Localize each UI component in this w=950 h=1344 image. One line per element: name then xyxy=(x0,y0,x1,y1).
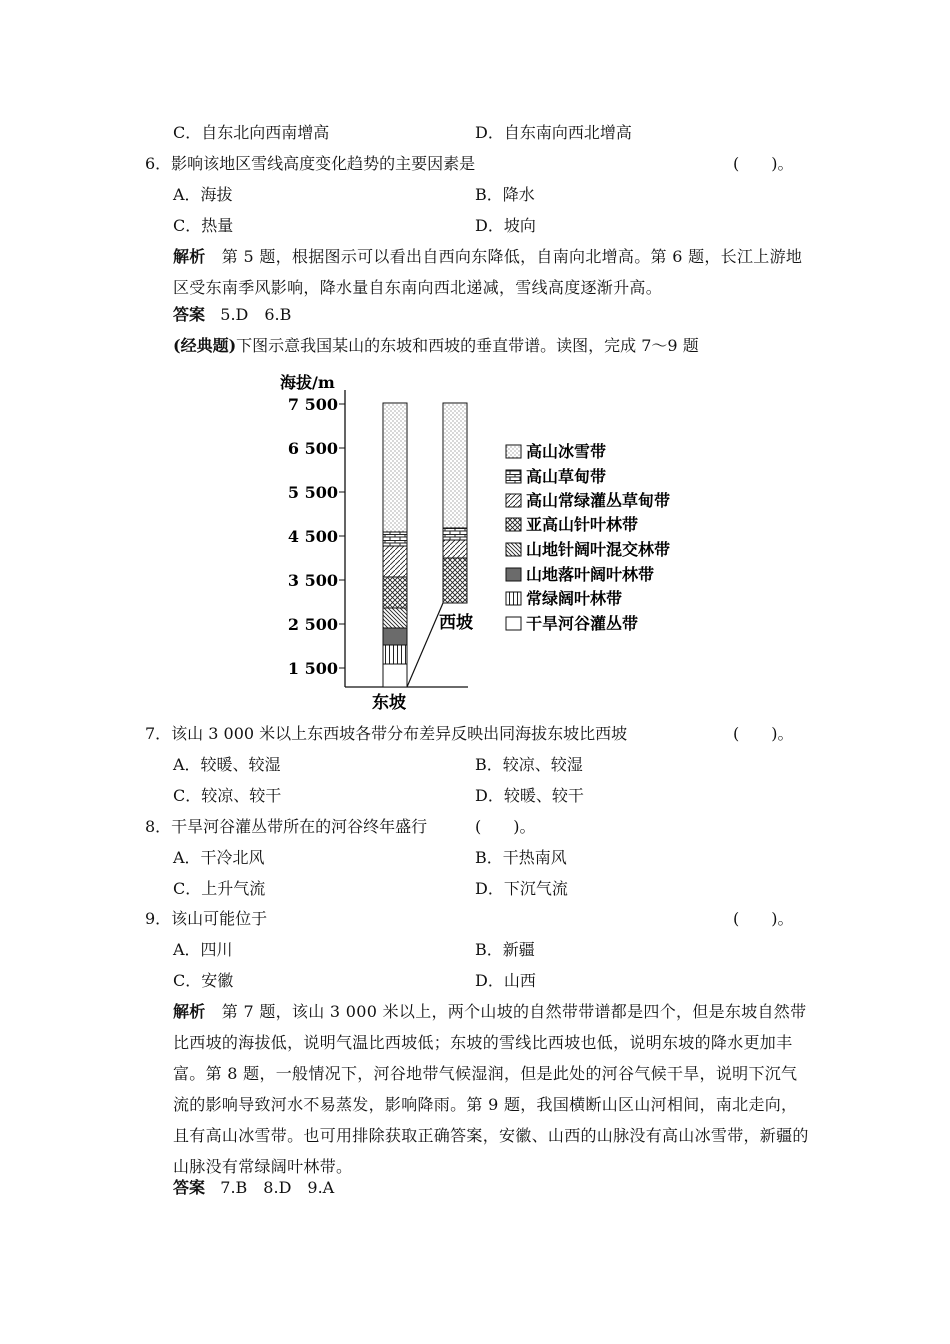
q6-option-a: A．海拔 xyxy=(173,185,233,204)
legend-label: 干旱河谷灌丛带 xyxy=(526,614,639,633)
q6-option-b: B．降水 xyxy=(475,185,535,204)
answer-1 xyxy=(173,305,291,325)
y-axis-title: 海拔/m xyxy=(280,373,335,392)
legend-label: 亚高山针叶林带 xyxy=(526,515,639,534)
q9-option-b: B．新疆 xyxy=(475,940,535,959)
legend-swatch-meadow xyxy=(506,470,521,483)
legend-swatch-shrub xyxy=(506,494,521,507)
analysis-2-label: 解析 xyxy=(173,1002,206,1021)
y-tick-label: 6 500 xyxy=(287,439,338,458)
east-band-snow xyxy=(383,403,407,532)
q7-option-a: A．较暖、较湿 xyxy=(173,755,281,774)
legend-label: 常绿阔叶林带 xyxy=(526,589,623,608)
analysis-1-label: 解析 xyxy=(173,247,206,266)
y-tick-label: 5 500 xyxy=(287,483,338,502)
q8-stem: 8．干旱河谷灌丛带所在的河谷终年盛行 xyxy=(145,817,428,836)
west-slope-column xyxy=(443,403,467,603)
q9-answer-blank: ( )。 xyxy=(733,909,794,928)
q6-option-c: C．热量 xyxy=(173,216,234,235)
east-band-conifer xyxy=(383,577,407,608)
west-band-meadow xyxy=(443,528,467,540)
q8-option-c: C．上升气流 xyxy=(173,879,266,898)
east-slope-column xyxy=(383,403,407,687)
east-slope-label: 东坡 xyxy=(372,693,406,713)
legend-swatch-snow xyxy=(506,445,521,458)
answer-1-text: 5.D 6.B xyxy=(220,305,292,324)
q7-answer-blank: ( )。 xyxy=(733,724,794,743)
q5-option-c: C．自东北向西南增高 xyxy=(173,123,330,142)
q8-option-d: D．下沉气流 xyxy=(475,879,568,898)
y-tick-label: 2 500 xyxy=(287,615,338,634)
y-ticks xyxy=(288,395,345,678)
legend-label: 山地落叶阔叶林带 xyxy=(526,565,655,584)
legend-label: 山地针阔叶混交林带 xyxy=(526,540,671,559)
q8-answer-blank: ( )。 xyxy=(475,817,536,836)
intro-tag: (经典题) xyxy=(173,336,237,355)
q9-stem: 9．该山可能位于 xyxy=(145,909,268,928)
legend-swatch-dry xyxy=(506,617,521,630)
east-band-meadow xyxy=(383,532,407,546)
analysis-1-text: 第 5 题，根据图示可以看出自西向东降低，自南向北增高。第 6 题，长江上游地区受东南季风影响，降水量自东南向西北递减，雪线高度逐渐升高。 xyxy=(173,247,803,297)
east-band-evergreen xyxy=(383,645,407,664)
q7-stem: 7．该山 3 000 米以上东西坡各带分布差异反映出同海拔东坡比西坡 xyxy=(145,724,628,743)
legend-label: 高山常绿灌丛草甸带 xyxy=(526,491,671,510)
west-band-conifer xyxy=(443,558,467,603)
q7-option-c: C．较凉、较干 xyxy=(173,786,282,805)
answer-2-text: 7.B 8.D 9.A xyxy=(220,1178,335,1197)
y-tick-label: 4 500 xyxy=(287,527,338,546)
vertical-zonation-figure xyxy=(0,360,950,720)
legend-swatch-conifer xyxy=(506,518,521,531)
valley-line xyxy=(407,603,443,687)
east-band-mixed xyxy=(383,608,407,628)
legend-swatch-mixed xyxy=(506,543,521,556)
analysis-1 xyxy=(173,241,813,303)
legend-label: 高山冰雪带 xyxy=(526,442,607,461)
q8-option-b: B．干热南风 xyxy=(475,848,567,867)
intro-text: 下图示意我国某山的东坡和西坡的垂直带谱。读图，完成 7～9 题 xyxy=(236,336,699,355)
q7-option-d: D．较暖、较干 xyxy=(475,786,584,805)
west-band-shrub xyxy=(443,540,467,558)
analysis-2 xyxy=(173,996,813,1182)
q6-option-d: D．坡向 xyxy=(475,216,536,235)
figure-intro xyxy=(173,336,699,356)
q6-stem: 6．影响该地区雪线高度变化趋势的主要因素是 xyxy=(145,154,476,173)
legend-swatch-evergreen xyxy=(506,592,521,605)
analysis-2-text: 第 7 题，该山 3 000 米以上，两个山坡的自然带带谱都是四个，但是东坡自然带比西坡的海拔低，说明气温比西坡低；东坡的雪线比西坡也低，说明东坡的降水更加丰富。第 8 题，一般情况下，河谷地带气候湿润，但是此处的河谷气候干旱，说明下沉气流的影响导致河水不易蒸发，影响降雨。第 9 题，我国横断山区山河相间，南北走向，且有高山冰雪带。也可用排除获取正确答案，安徽、山西的山脉没有高山冰雪带，新疆的山脉没有常绿阔叶林带。 xyxy=(173,1002,809,1176)
q6-answer-blank: ( )。 xyxy=(733,154,794,173)
east-band-shrub xyxy=(383,546,407,577)
y-tick-label: 3 500 xyxy=(287,571,338,590)
legend-label: 高山草甸带 xyxy=(526,467,607,486)
east-band-deciduous xyxy=(383,628,407,645)
q8-option-a: A．干冷北风 xyxy=(173,848,265,867)
answer-2-label: 答案 xyxy=(173,1178,206,1197)
legend-swatch-deciduous xyxy=(506,568,521,581)
answer-2 xyxy=(173,1178,334,1198)
y-tick-label: 1 500 xyxy=(287,659,338,678)
west-band-snow xyxy=(443,403,467,528)
y-tick-label: 7 500 xyxy=(287,395,338,414)
west-slope-label: 西坡 xyxy=(439,613,473,633)
legend xyxy=(506,442,670,633)
answer-1-label: 答案 xyxy=(173,305,206,324)
q9-option-c: C．安徽 xyxy=(173,971,234,990)
q9-option-a: A．四川 xyxy=(173,940,233,959)
q5-option-d: D．自东南向西北增高 xyxy=(475,123,632,142)
q7-option-b: B．较凉、较湿 xyxy=(475,755,583,774)
q9-option-d: D．山西 xyxy=(475,971,536,990)
east-band-dry xyxy=(383,664,407,687)
